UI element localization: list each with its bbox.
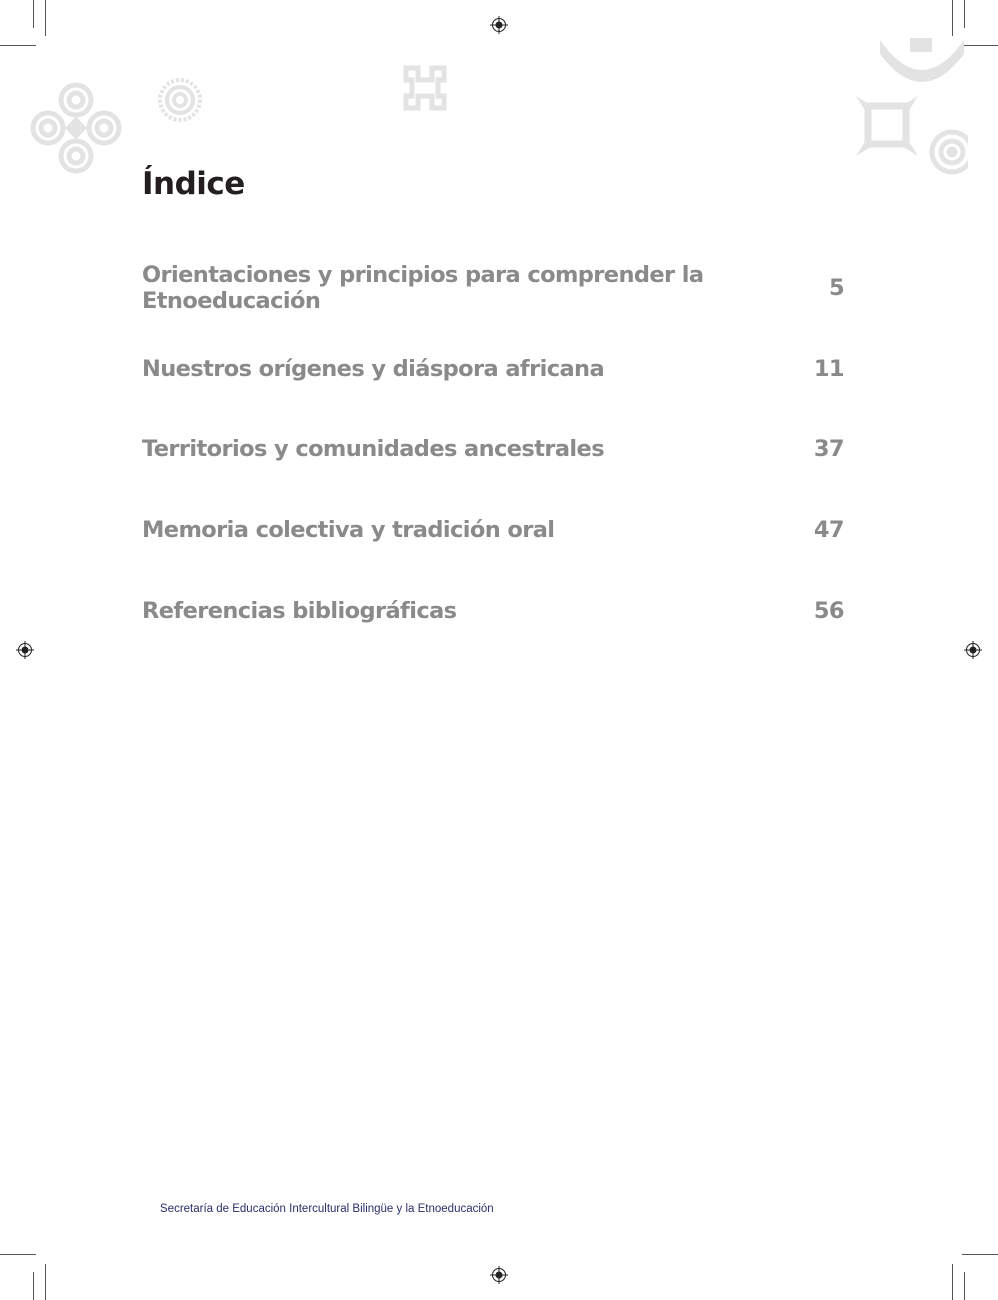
knot-ornament-icon [852,92,922,160]
knot-ornament-icon [396,60,454,116]
toc-entry[interactable] [142,262,844,314]
page-title: Índice [142,166,245,202]
toc-entry[interactable] [142,349,844,389]
registration-mark-icon [490,16,508,34]
registration-mark-icon [490,1266,508,1284]
registration-mark-icon [16,641,34,659]
spiral-ornament-icon [30,80,122,176]
toc-entry-label: Nuestros orígenes y diáspora africana [142,356,605,382]
toc-entry-label: Territorios y comunidades ancestrales [142,436,604,462]
toc-entry-label: Referencias bibliográficas [142,598,457,624]
toc-entry[interactable] [142,510,844,550]
page-footer: Secretaría de Educación Intercultural Bilingüe y la Etnoeducación [160,1203,494,1215]
toc-entry-page: 11 [813,356,844,382]
toc-entry-page: 47 [813,517,844,543]
toc-entry-page: 5 [828,275,844,301]
toc-entry-page: 56 [813,598,844,624]
toc-entry-label: Memoria colectiva y tradición oral [142,517,555,543]
toc-entry-page: 37 [813,436,844,462]
toc-entry[interactable] [142,429,844,469]
spiral-ornament-icon [924,112,968,194]
toc-entry-label: Orientaciones y principios para comprender la Etnoeducación [142,262,704,314]
registration-mark-icon [964,641,982,659]
toc-entry[interactable] [142,591,844,631]
spiral-ornament-icon [156,76,204,124]
knot-ornament-icon [876,30,968,86]
